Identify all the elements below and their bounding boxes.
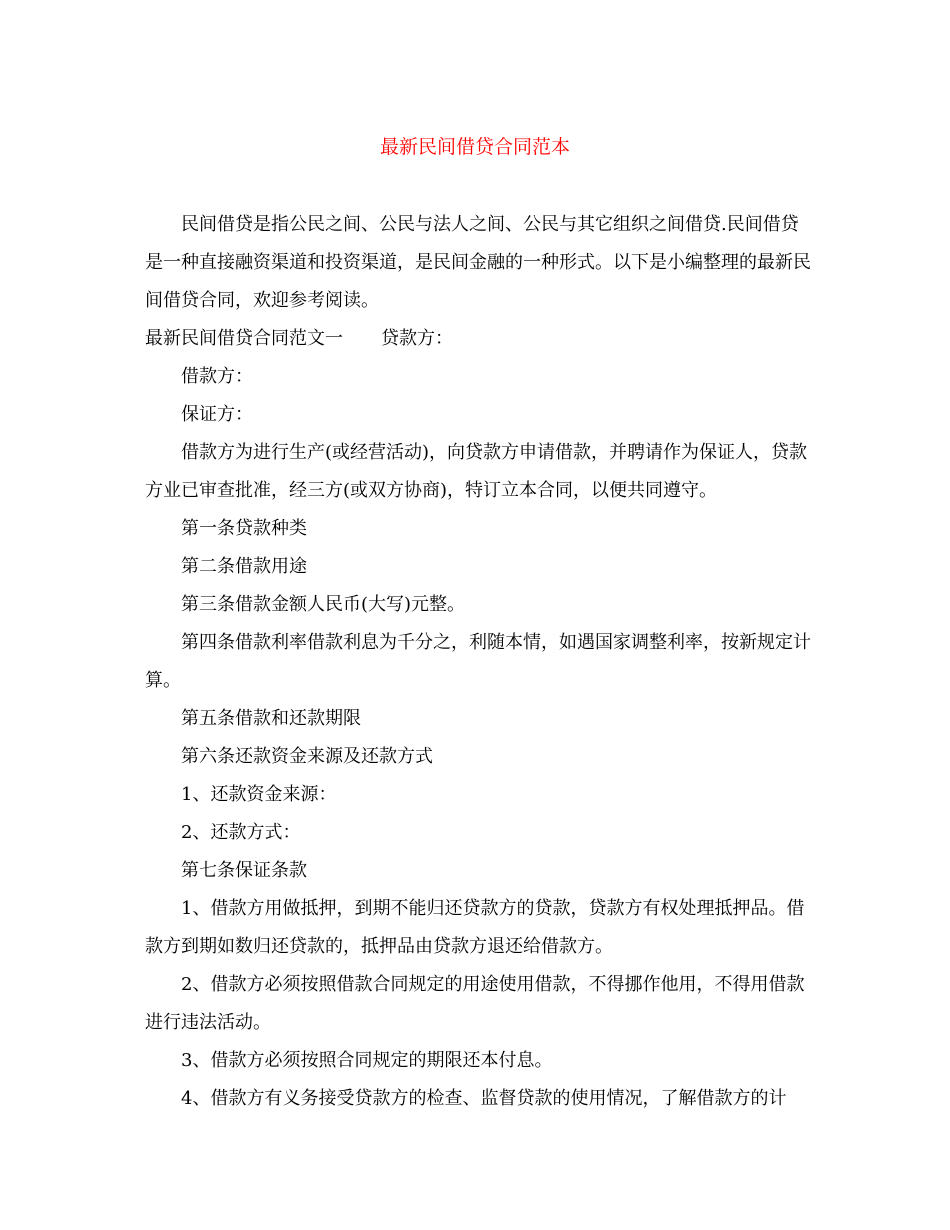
article-7: 第七条保证条款: [181, 860, 307, 881]
article-7-item-4: 4、借款方有义务接受贷款方的检查、监督贷款的使用情况，了解借款方的计: [181, 1088, 787, 1109]
article-6-item-2: 2、还款方式：: [181, 822, 301, 843]
borrower-label: 借款方：: [181, 366, 253, 387]
guarantor-label: 保证方：: [181, 404, 253, 425]
intro-paragraph: 民间借贷是指公民之间、公民与法人之间、公民与其它组织之间借贷.民间借贷是一种直接融资渠道和投资渠道，是民间金融的一种形式。以下是小编整理的最新民间借贷合同，欢迎参考阅读。: [145, 214, 811, 311]
article-2: 第二条借款用途: [181, 556, 307, 577]
lender-label: 贷款方：: [381, 328, 453, 349]
article-1: 第一条贷款种类: [181, 518, 307, 539]
article-7-item-2: 2、借款方必须按照借款合同规定的用途使用借款，不得挪作他用，不得用借款进行违法活动。: [145, 974, 805, 1033]
sample-heading: 最新民间借贷合同范文一: [145, 328, 343, 349]
article-5: 第五条借款和还款期限: [181, 708, 361, 729]
article-4: 第四条借款利率借款利息为千分之，利随本情，如遇国家调整利率，按新规定计算。: [145, 632, 811, 691]
article-7-item-1: 1、借款方用做抵押，到期不能归还贷款方的贷款，贷款方有权处理抵押品。借款方到期如数归还贷款的，抵押品由贷款方退还给借款方。: [145, 898, 805, 957]
preamble-paragraph: 借款方为进行生产(或经营活动)，向贷款方申请借款，并聘请作为保证人，贷款方业已审查批准，经三方(或双方协商)，特订立本合同，以便共同遵守。: [145, 442, 808, 501]
article-6: 第六条还款资金来源及还款方式: [181, 746, 433, 767]
article-7-item-3: 3、借款方必须按照合同规定的期限还本付息。: [181, 1050, 553, 1071]
document-body: [145, 206, 815, 1118]
article-6-item-1: 1、还款资金来源：: [181, 784, 337, 805]
document-title: 最新民间借贷合同范本: [379, 136, 570, 158]
sample-heading-line: [145, 320, 815, 358]
article-3: 第三条借款金额人民币(大写)元整。: [181, 594, 466, 615]
